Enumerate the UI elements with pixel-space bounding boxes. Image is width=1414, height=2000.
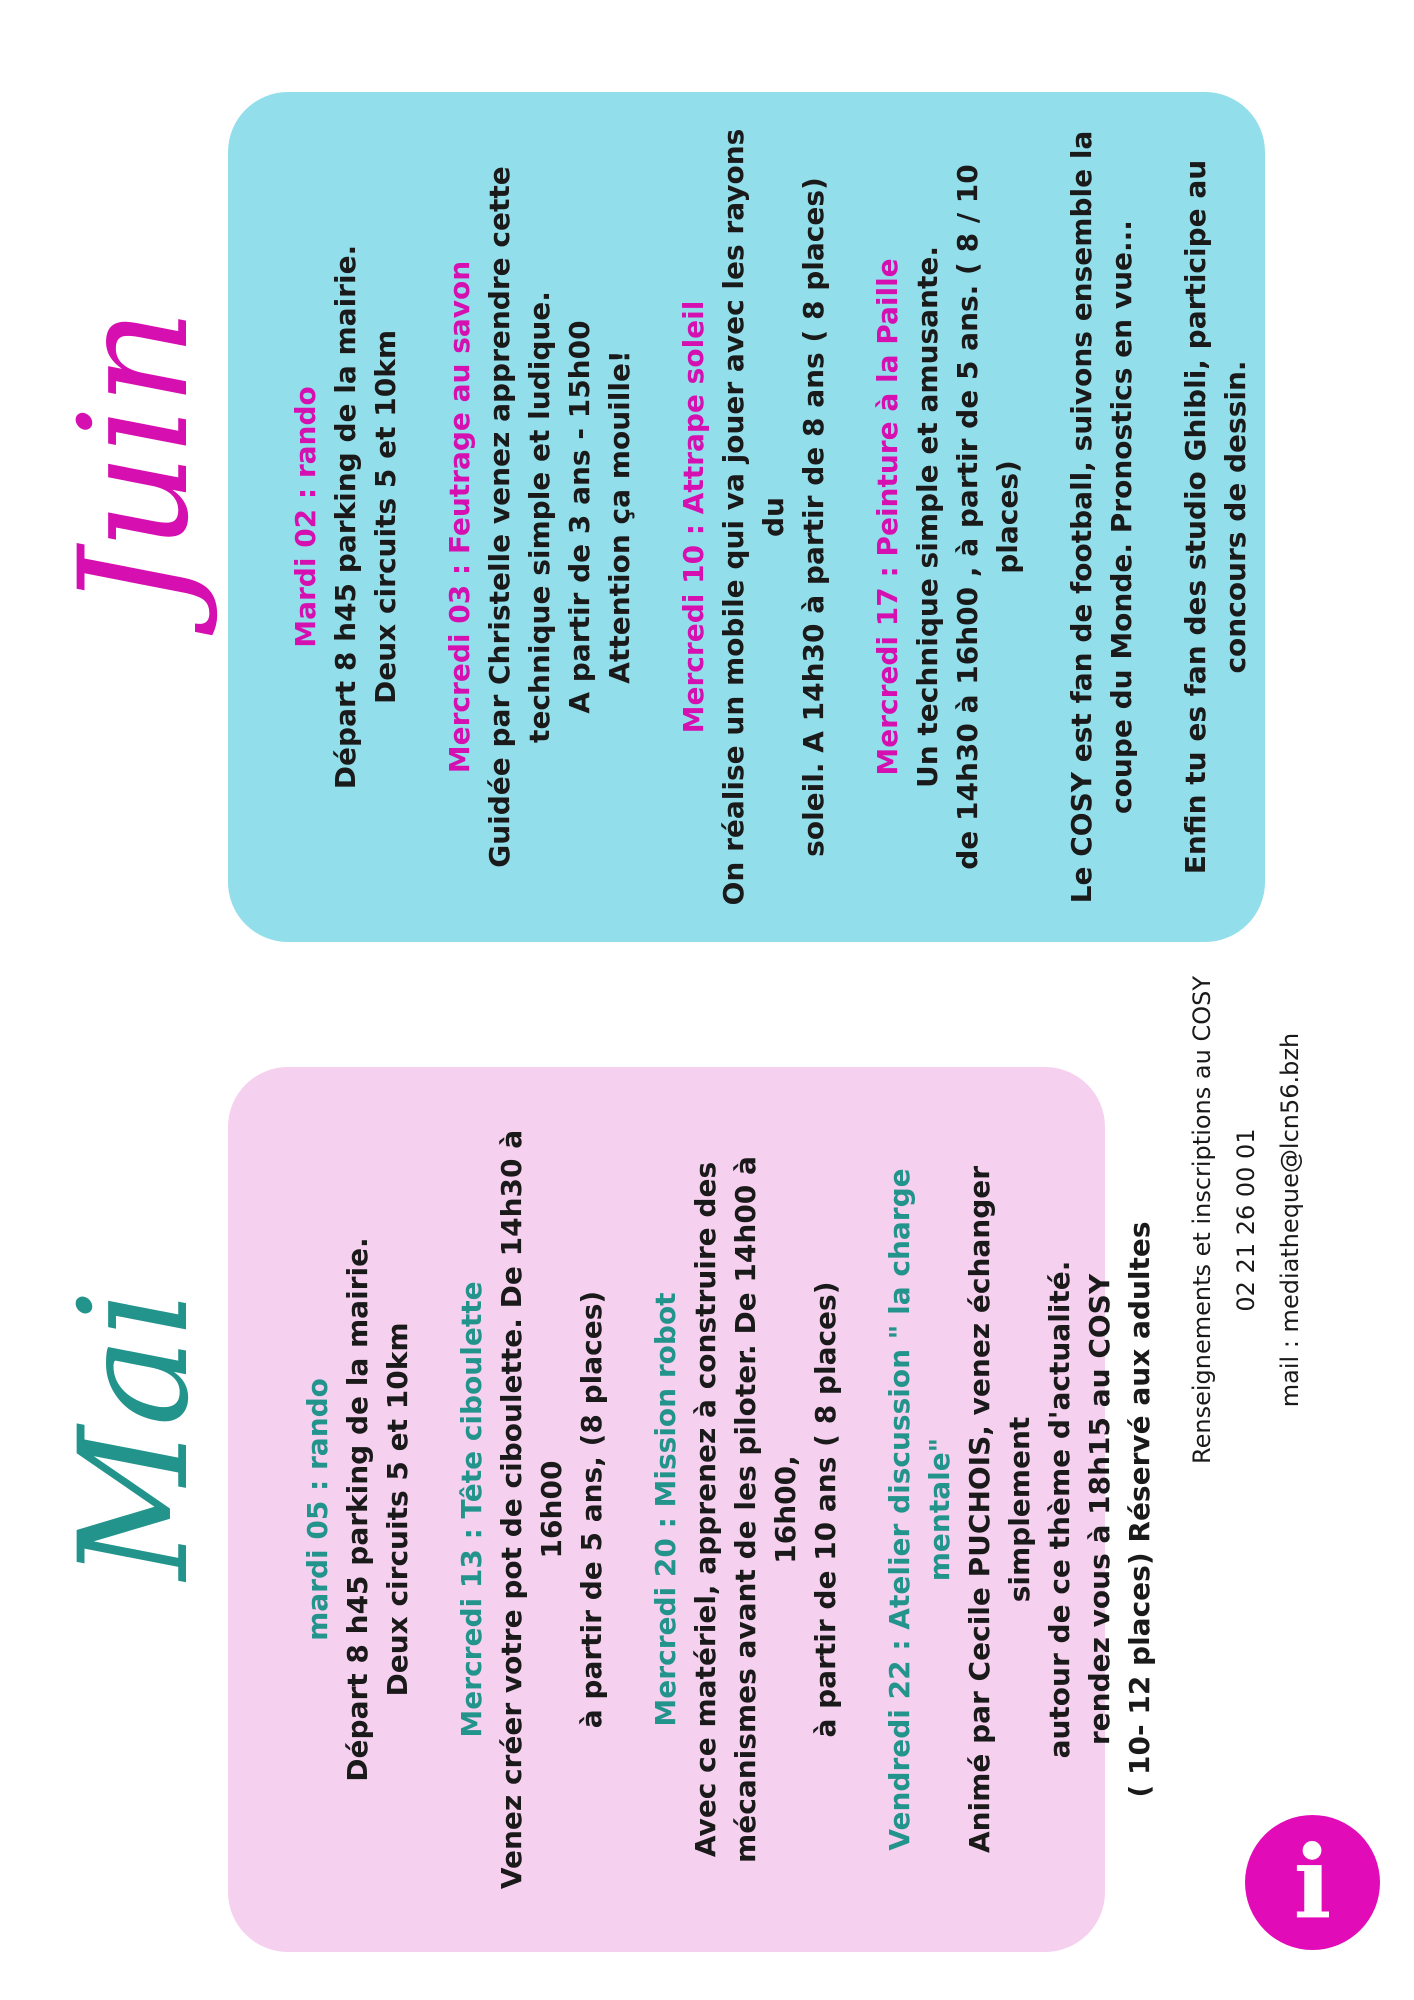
event-text: Venez créer votre pot de ciboulette. De 14h30 à 16h00 — [495, 1129, 568, 1890]
event-text: concours de dessin. — [1219, 360, 1252, 674]
event-text: à partir de 10 ans ( 8 places) — [809, 1281, 842, 1738]
juin-events-card — [228, 92, 1265, 942]
event-text: Enfin tu es fan des studio Ghibli, participe au — [1179, 159, 1212, 875]
event-item — [298, 1097, 418, 1922]
event-title: Mardi 02 : rando — [289, 386, 322, 648]
event-text: A partir de 3 ans - 15h00 — [563, 320, 596, 714]
contact-info — [1180, 880, 1312, 1560]
event-text: Départ 8 h45 parking de la mairie. — [341, 1237, 374, 1782]
event-text: coupe du Monde. Pronostics en vue... — [1105, 220, 1138, 814]
event-title: Mercredi 03 : Feutrage au savon — [443, 260, 476, 774]
event-item — [1062, 122, 1142, 912]
event-text: Un technique simple et amusante. — [911, 245, 944, 789]
event-title: Mercredi 17 : Peinture à la Paille — [871, 258, 904, 776]
event-title: Mercredi 10 : Attrape soleil — [677, 300, 710, 734]
event-title: Mercredi 20 : Mission robot — [649, 1292, 682, 1727]
event-text: Deux circuits 5 et 10km — [369, 329, 402, 705]
event-text: de 14h30 à 16h00 , à partir de 5 ans. ( 8 / 10 places) — [951, 164, 1024, 870]
event-item — [880, 1097, 1160, 1922]
event-text: mécanismes avant de les piloter. De 14h00 à 16h00, — [729, 1156, 802, 1863]
event-text: soleil. A 14h30 à partir de 8 ans ( 8 places) — [797, 177, 830, 857]
event-text: Guidée par Christelle venez apprendre cette — [483, 166, 516, 868]
event-text: Deux circuits 5 et 10km — [381, 1322, 414, 1697]
info-icon: i — [1245, 1815, 1380, 1950]
month-title-juin: Juin — [48, 308, 222, 610]
event-text: Départ 8 h45 parking de la mairie. — [329, 244, 362, 790]
event-title: Mercredi 13 : Tête ciboulette — [455, 1281, 488, 1738]
month-title-mai: Mai — [48, 1289, 222, 1580]
event-text: Attention ça mouille! — [603, 350, 636, 684]
contact-phone: 02 21 26 00 01 — [1232, 1128, 1260, 1312]
contact-line: Renseignements et inscriptions au COSY — [1188, 976, 1216, 1464]
event-item — [452, 1097, 612, 1922]
event-item — [440, 122, 640, 912]
mai-events-card — [228, 1067, 1156, 1952]
event-item — [646, 1097, 846, 1922]
event-text: ( 10- 12 places) Réservé aux adultes — [1123, 1221, 1156, 1798]
event-item — [1176, 122, 1256, 912]
event-text: Le COSY est fan de football, suivons ensemble la — [1065, 130, 1098, 904]
event-item — [674, 122, 834, 912]
event-text: On réalise un mobile qui va jouer avec les rayons du — [717, 128, 790, 906]
event-text: à partir de 5 ans, (8 places) — [575, 1290, 608, 1729]
event-title: mardi 05 : rando — [301, 1378, 334, 1641]
event-text: rendez vous à 18h15 au COSY — [1083, 1273, 1116, 1746]
event-item — [868, 122, 1028, 912]
event-text: autour de ce thème d'actualité. — [1043, 1260, 1076, 1759]
event-text: technique simple et ludique. — [523, 291, 556, 743]
event-text: Animé par Cecile PUCHOIS, venez échanger simplement — [963, 1165, 1036, 1854]
event-title: Vendredi 22 : Atelier discussion " la charge mentale" — [883, 1168, 956, 1851]
contact-email: mail : mediatheque@lcn56.bzh — [1276, 1032, 1304, 1408]
event-text: Avec ce matériel, apprenez à construire des — [689, 1161, 722, 1858]
event-item — [286, 122, 406, 912]
